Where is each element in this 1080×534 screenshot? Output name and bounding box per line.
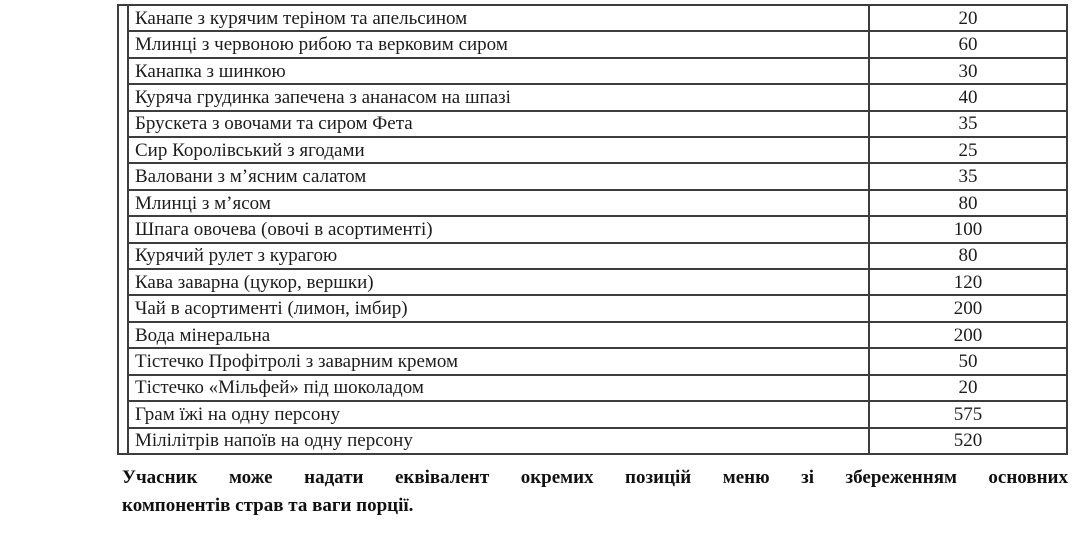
table-row — [129, 402, 1066, 428]
menu-item-quantity: 30 — [958, 60, 978, 82]
menu-item-name: Валовани з м’ясним салатом — [129, 164, 870, 188]
table-row — [129, 85, 1066, 111]
table-row — [129, 191, 1066, 217]
menu-item-name: Тістечко «Мільфей» під шоколадом — [129, 376, 870, 400]
menu-item-name: Куряча грудинка запечена з ананасом на шпазі — [129, 85, 870, 109]
table-row — [129, 429, 1066, 453]
menu-item-quantity: 575 — [953, 403, 983, 425]
menu-item-quantity: 100 — [953, 218, 983, 240]
table-row — [129, 323, 1066, 349]
table-row — [129, 296, 1066, 322]
menu-item-quantity: 25 — [958, 139, 978, 161]
menu-item-quantity: 200 — [953, 324, 983, 346]
menu-item-quantity: 80 — [958, 192, 978, 214]
menu-item-name: Млинці з м’ясом — [129, 191, 870, 215]
menu-item-quantity: 35 — [958, 113, 978, 135]
menu-item-name: Кава заварна (цукор, вершки) — [129, 270, 870, 294]
table-row — [129, 349, 1066, 375]
menu-item-quantity: 50 — [958, 350, 978, 372]
table-row — [129, 376, 1066, 402]
menu-item-name: Млинці з червоною рибою та верковим сиром — [129, 32, 870, 56]
note-line: компонентів страв та ваги порції. — [122, 495, 414, 516]
menu-item-name: Шпага овочева (овочі в асортименті) — [129, 217, 870, 241]
menu-table — [127, 4, 1068, 455]
menu-item-quantity: 60 — [958, 34, 978, 56]
menu-item-name: Брускета з овочами та сиром Фета — [129, 112, 870, 136]
menu-item-quantity: 20 — [958, 377, 978, 399]
menu-item-quantity: 20 — [958, 7, 978, 29]
menu-item-name: Сир Королівський з ягодами — [129, 138, 870, 162]
table-row — [129, 59, 1066, 85]
menu-item-quantity: 80 — [958, 245, 978, 267]
menu-item-name: Мілілітрів напоїв на одну персону — [129, 429, 870, 453]
menu-item-name: Чай в асортименті (лимон, імбир) — [129, 296, 870, 320]
table-row — [129, 217, 1066, 243]
table-row — [129, 6, 1066, 32]
menu-item-quantity: 200 — [953, 298, 983, 320]
menu-item-quantity: 120 — [953, 271, 983, 293]
menu-item-name: Тістечко Профітролі з заварним кремом — [129, 349, 870, 373]
table-row — [129, 164, 1066, 190]
table-row — [129, 138, 1066, 164]
table-row — [129, 270, 1066, 296]
table-row — [129, 244, 1066, 270]
table-row — [129, 112, 1066, 138]
menu-item-quantity: 35 — [958, 166, 978, 188]
menu-item-name: Курячий рулет з курагою — [129, 244, 870, 268]
note-line: Учасник може надати еквівалент окремих позицій меню зі збереженням основних — [122, 467, 1068, 488]
menu-item-name: Грам їжі на одну персону — [129, 402, 870, 426]
menu-item-quantity: 40 — [958, 86, 978, 108]
menu-item-name: Канапка з шинкою — [129, 59, 870, 83]
menu-item-name: Канапе з курячим теріном та апельсином — [129, 6, 870, 30]
menu-item-quantity: 520 — [953, 430, 983, 452]
note-paragraph — [122, 464, 1068, 520]
menu-item-name: Вода мінеральна — [129, 323, 870, 347]
table-row — [129, 32, 1066, 58]
